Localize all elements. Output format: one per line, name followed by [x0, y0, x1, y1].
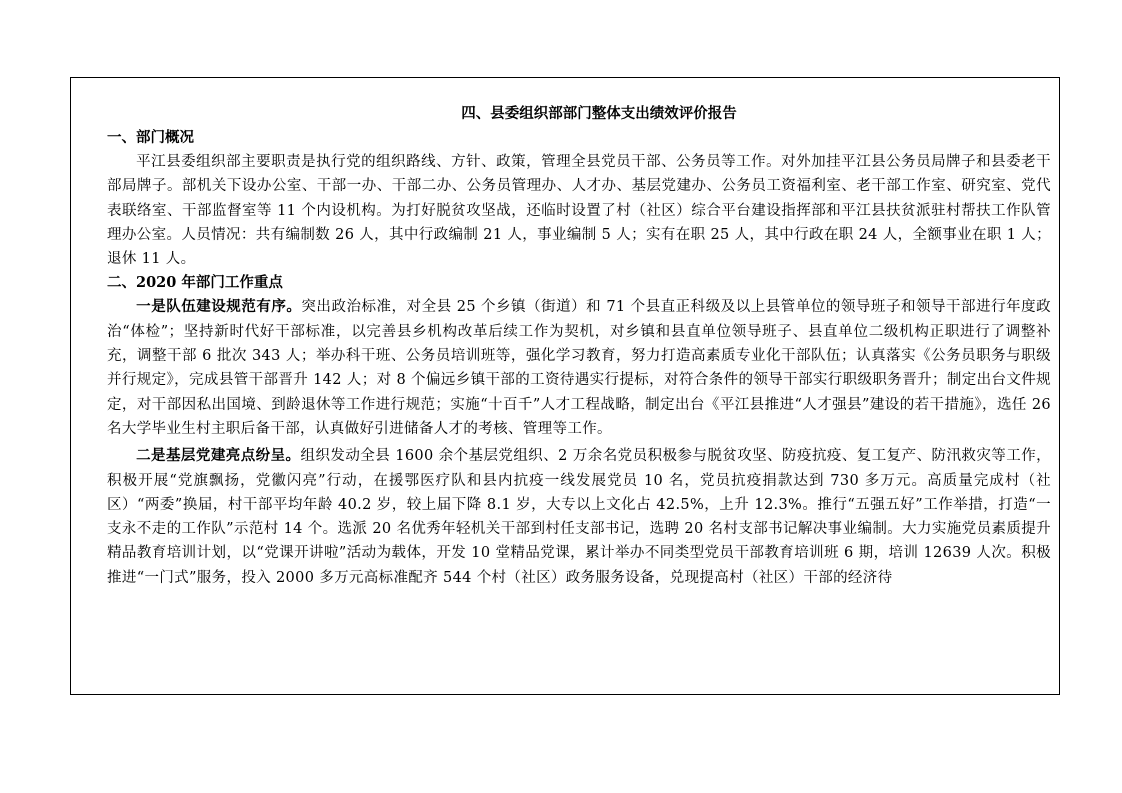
- document-frame: [70, 77, 1060, 695]
- overview-paragraph: [107, 150, 1051, 271]
- priority-paragraph-team: [107, 295, 1051, 441]
- document-title: 四、县委组织部部门整体支出绩效评价报告: [461, 105, 737, 122]
- overview-text: 平江县委组织部主要职责是执行党的组织路线、方针、政策，管理全县党员干部、公务员等工作。对外加挂平江县公务员局牌子和县委老干部局牌子。部机关下设办公室、干部一办、干部二办、公务员管理办、人才办、基层党建办、公务员工资福利室、老干部工作室、研究室、党代表联络室、干部监督室等 11 个内设机构。为打好脱贫攻坚战，还临时设置了村（社区）综合平台建设指挥部和平江县扶贫派驻村帮扶工作队管理办公室。人员情况：共有编制数 26 人，其中行政编制 21 人，事业编制 5 人；实有在职 25 人，其中行政在职 24 人，全额事业在职 1 人；退休 11 人。: [107, 154, 1051, 268]
- priority-text-team: 突出政治标准，对全县 25 个乡镇（街道）和 71 个县直正科级及以上县管单位的领导班子和领导干部进行年度政治“体检”；坚持新时代好干部标准，以完善县乡机构改革后续工作为契机，对乡镇和县直单位领导班子、县直单位二级机构正职进行了调整补充，调整干部 6 批次 343 人；举办科干班、公务员培训班等，强化学习教育，努力打造高素质专业化干部队伍；认真落实《公务员职务与职级并行规定》，完成县管干部晋升 142 人；对 8 个偏远乡镇干部的工资待遇实行提标，对符合条件的领导干部实行职级职务晋升；制定出台文件规定，对干部因私出国境、到龄退休等工作进行规范；实施“十百千”人才工程战略，制定出台《平江县推进“人才强县”建设的若干措施》，选任 26 名大学毕业生村主职后备干部，认真做好引进储备人才的考核、管理等工作。: [107, 299, 1051, 437]
- priority-lead-team: 一是队伍建设规范有序。: [136, 298, 302, 316]
- section-heading-priorities: 二、2020 年部门工作重点: [107, 274, 283, 292]
- priority-paragraph-grassroots: [107, 444, 1051, 590]
- section-heading-overview: 一、部门概况: [107, 129, 194, 146]
- priority-text-grassroots: 组织发动全县 1600 余个基层党组织、2 万余名党员积极参与脱贫攻坚、防疫抗疫、复工复产、防汛救灾等工作，积极开展“党旗飘扬，党徽闪亮”行动，在援鄂医疗队和县内抗疫一线发展党员 10 名，党员抗疫捐款达到 730 多万元。高质量完成村（社区）“两委”换届，村干部平均年龄 40.2 岁，较上届下降 8.1 岁，大专以上文化占 42.5%，上升 12.3%。推行“五强五好”工作举措，打造“一支永不走的工作队”示范村 14 个。选派 20 名优秀年轻机关干部到村任支部书记，选聘 20 名村支部书记解决事业编制。大力实施党员素质提升精品教育培训计划，以“党课开讲啦”活动为载体，开发 10 堂精品党课，累计举办不同类型党员干部教育培训班 6 期，培训 12639 人次。积极推进“一门式”服务，投入 2000 多万元高标准配齐 544 个村（社区）政务服务设备，兑现提高村（社区）干部的经济待: [107, 448, 1051, 586]
- document-body: [107, 102, 1051, 590]
- priority-lead-grassroots: 二是基层党建亮点纷呈。: [136, 447, 301, 465]
